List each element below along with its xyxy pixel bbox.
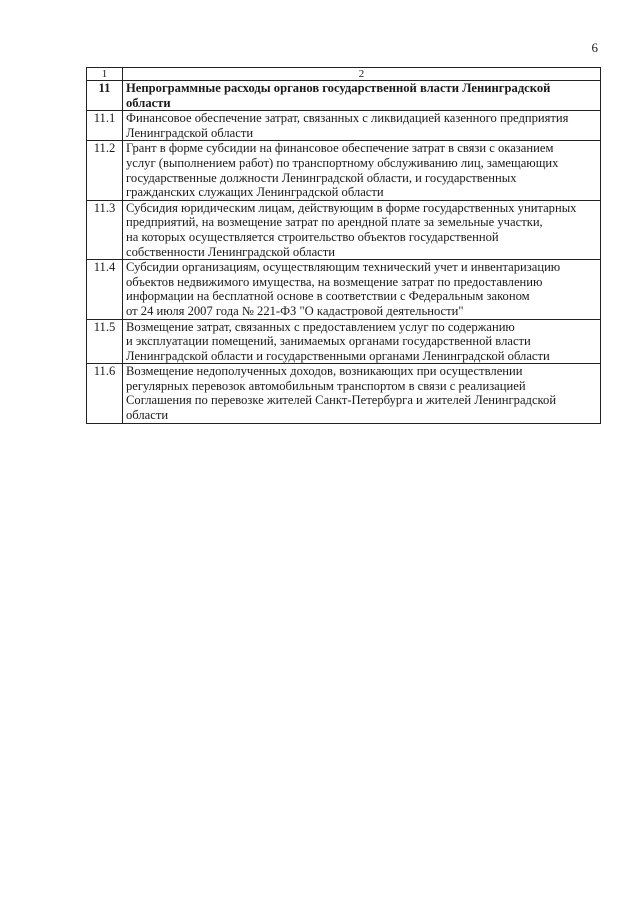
row-number: 11.1 [87,111,123,141]
row-number: 11.6 [87,364,123,423]
table-row [87,319,601,364]
row-description [123,260,601,319]
section-title-line: области [126,95,171,110]
section-title [123,81,601,111]
row-description-line: информации на бесплатной основе в соответствии с Федеральным законом [126,289,530,304]
header-col-1: 1 [87,68,123,81]
section-number: 11 [87,81,123,111]
row-number: 11.2 [87,141,123,200]
page-number: 6 [591,40,598,55]
row-description-line: Соглашения по перевозке жителей Санкт-Петербурга и жителей Ленинградской [126,393,557,408]
row-description-line: Возмещение затрат, связанных с предоставлением услуг по содержанию [126,319,515,334]
row-number: 11.3 [87,200,123,259]
row-description-line: предприятий, на возмещение затрат по арендной плате за земельные участки, [126,215,543,230]
row-description-line: гражданских служащих Ленинградской области [126,185,384,200]
row-description [123,111,601,141]
budget-items-table [86,67,601,424]
row-description-line: Ленинградской области и государственными органами Ленинградской области [126,348,550,363]
row-description-line: Грант в форме субсидии на финансовое обеспечение затрат в связи с оказанием [126,141,554,156]
section-row [87,81,601,111]
table-row [87,111,601,141]
row-description-line: объектов недвижимого имущества, на возмещение затрат по предоставлению [126,274,543,289]
row-description-line: Ленинградской области [126,125,254,140]
row-description [123,141,601,200]
row-description-line: Возмещение недополученных доходов, возникающих при осуществлении [126,364,523,379]
row-description-line: Финансовое обеспечение затрат, связанных с ликвидацией казенного предприятия [126,111,569,126]
row-description [123,319,601,364]
header-col-2: 2 [123,68,601,81]
table-header-row [87,68,601,81]
table-row [87,260,601,319]
row-description-line: от 24 июля 2007 года № 221-ФЗ "О кадастровой деятельности" [126,303,464,318]
table-row [87,200,601,259]
row-description-line: на которых осуществляется строительство объектов государственной [126,229,499,244]
row-description-line: регулярных перевозок автомобильным транспортом в связи с реализацией [126,378,526,393]
row-description [123,364,601,423]
table-row [87,141,601,200]
row-description [123,200,601,259]
row-description-line: собственности Ленинградской области [126,244,335,259]
row-number: 11.5 [87,319,123,364]
section-title-line: Непрограммные расходы органов государственной власти Ленинградской [126,81,551,95]
row-number: 11.4 [87,260,123,319]
table-row [87,364,601,423]
row-description-line: и эксплуатации помещений, занимаемых органами государственной власти [126,334,531,349]
row-description-line: государственные должности Ленинградской области, и государственных [126,170,517,185]
row-description-line: Субсидия юридическим лицам, действующим в форме государственных унитарных [126,200,577,215]
row-description-line: Субсидии организациям, осуществляющим технический учет и инвентаризацию [126,260,561,275]
row-description-line: области [126,408,169,423]
row-description-line: услуг (выполнением работ) по транспортному обслуживанию лиц, замещающих [126,155,559,170]
